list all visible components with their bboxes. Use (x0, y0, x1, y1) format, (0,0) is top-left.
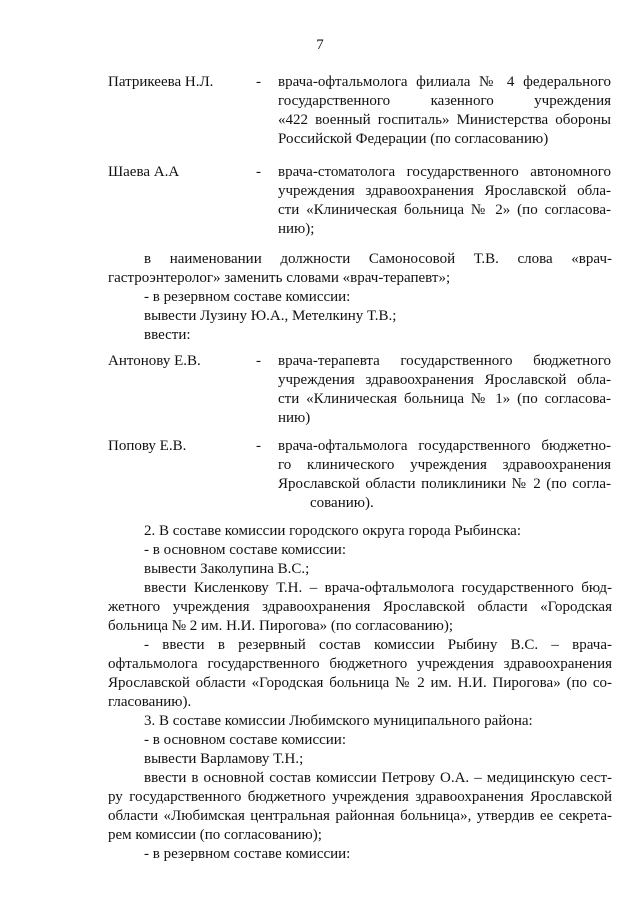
text-line: гастроэнтеролог» заменить словами «врач-терапевт»; (108, 270, 451, 286)
text-line: врача-стоматолога государственного автономного (278, 164, 611, 180)
entry-dash: - (256, 438, 261, 454)
text-line: Ярославской области «Городская больница № 2 им. Н.И. Пирогова» (по со- (108, 675, 612, 691)
text-line: вывести Лузину Ю.А., Метелкину Т.В.; (144, 308, 397, 324)
text-line: «422 военный госпиталь» Министерства обороны (278, 112, 611, 128)
text-line: сти «Клиническая больница № 2» (по согласова- (278, 202, 611, 218)
member-name: Попову Е.В. (108, 438, 187, 454)
entry-dash: - (256, 74, 261, 90)
text-line: нию); (278, 221, 315, 237)
text-line: офтальмолога государственного бюджетного учреждения здравоохранения (108, 656, 612, 672)
text-line: 3. В составе комиссии Любимского муниципального района: (144, 713, 533, 729)
text-line: врача-терапевта государственного бюджетного (278, 353, 611, 369)
text-line: сти «Клиническая больница № 1» (по согласова- (278, 391, 611, 407)
text-line: учреждения здравоохранения Ярославской обла- (278, 372, 611, 388)
member-position (278, 437, 611, 513)
text-line: больница № 2 им. Н.И. Пирогова» (по согласованию); (108, 618, 454, 634)
entry-dash: - (256, 164, 261, 180)
text-line: вывести Заколупина В.С.; (144, 561, 310, 577)
text-line: врача-офтальмолога государственного бюджетно- (278, 438, 611, 454)
text-line: врача-офтальмолога филиала № 4 федерального (278, 74, 611, 90)
member-position (278, 352, 611, 428)
text-line: Российской Федерации (по согласованию) (278, 131, 549, 147)
amendment-paragraph (108, 250, 612, 345)
entry-dash: - (256, 353, 261, 369)
member-position (278, 163, 611, 239)
text-line: области «Любимская центральная районная больница», утвердив ее секрета- (108, 808, 612, 824)
text-line: го клинического учреждения здравоохранения (278, 457, 611, 473)
text-line: учреждения здравоохранения Ярославской обла- (278, 183, 611, 199)
text-line: жетного учреждения здравоохранения Ярославской области «Городская (108, 599, 612, 615)
text-line: рем комиссии (по согласованию); (108, 827, 322, 843)
text-line: в наименовании должности Самоносовой Т.В. слова «врач- (144, 251, 612, 267)
member-name: Антонову Е.В. (108, 353, 201, 369)
member-name: Патрикеева Н.Л. (108, 74, 214, 90)
text-line: ввести: (144, 327, 191, 343)
text-line: ввести Кисленкову Т.Н. – врача-офтальмолога государственного бюд- (144, 580, 612, 596)
text-line: - в основном составе комиссии: (144, 732, 346, 748)
amendment-paragraph (108, 522, 612, 864)
member-name: Шаева А.А (108, 164, 180, 180)
text-line: - ввести в резервный состав комиссии Рыбину В.С. – врача- (144, 637, 612, 653)
text-line: вывести Варламову Т.Н.; (144, 751, 304, 767)
text-line: сованию). (310, 495, 374, 511)
text-line: - в основном составе комиссии: (144, 542, 346, 558)
text-line: нию) (278, 410, 311, 426)
text-line: ввести в основной состав комиссии Петрову О.А. – медицинскую сест- (144, 770, 612, 786)
text-line: 2. В составе комиссии городского округа города Рыбинска: (144, 523, 521, 539)
text-line: гласованию). (108, 694, 192, 710)
text-line: ру государственного бюджетного учреждения здравоохранения Ярославской (108, 789, 612, 805)
text-line: государственного казенного учреждения (278, 93, 611, 109)
text-line: - в резервном составе комиссии: (144, 846, 351, 862)
member-position (278, 73, 611, 149)
text-line: Ярославской области поликлиники № 2 (по согла- (278, 476, 611, 492)
page-number: 7 (316, 37, 324, 53)
text-line: - в резервном составе комиссии: (144, 289, 351, 305)
